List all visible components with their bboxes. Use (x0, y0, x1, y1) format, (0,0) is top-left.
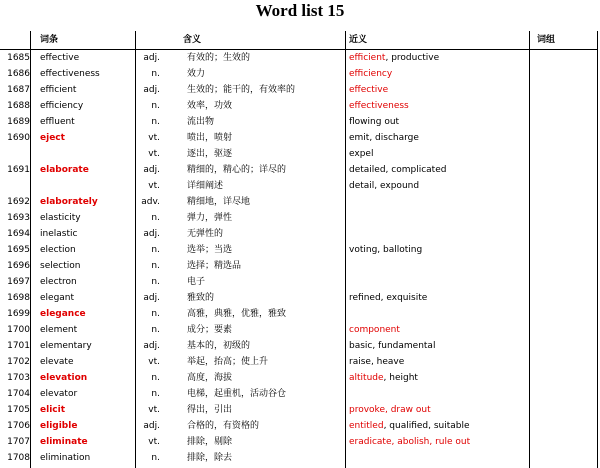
part-of-speech: adj. (143, 341, 160, 351)
part-of-speech: vt. (148, 405, 160, 415)
entry-number: 1705 (7, 405, 30, 415)
meaning: 得出，引出 (187, 405, 233, 415)
meaning: 合格的，有资格的 (187, 421, 260, 431)
table-row (0, 418, 598, 434)
entry-number: 1690 (7, 133, 30, 143)
synonym-text: provoke, draw out (349, 405, 431, 415)
entry-number: 1693 (7, 213, 30, 223)
part-of-speech: n. (151, 453, 160, 463)
part-of-speech: adj. (143, 85, 160, 95)
entry-word: elevate (40, 357, 74, 367)
entry-number: 1685 (7, 53, 30, 63)
header-synonym: 近义 (349, 35, 368, 45)
entry-number: 1691 (7, 165, 30, 175)
entry-number: 1692 (7, 197, 30, 207)
synonym-text: effective (349, 85, 389, 95)
entry-word: elementary (40, 341, 92, 351)
synonyms (349, 50, 529, 66)
synonym-text: , height (383, 373, 418, 383)
meaning: 选择；精选品 (187, 261, 242, 271)
entry-word: elasticity (40, 213, 81, 223)
meaning: 精细的，精心的；详尽的 (187, 165, 287, 175)
part-of-speech: n. (151, 245, 160, 255)
meaning: 高度，海拔 (187, 373, 233, 383)
table-row (0, 98, 598, 114)
meaning: 举起，抬高；使上升 (187, 357, 269, 367)
synonyms (349, 418, 529, 434)
entry-word: effluent (40, 117, 75, 127)
entry-word: eliminate (40, 437, 88, 447)
meaning: 流出物 (187, 117, 215, 127)
table-row (0, 322, 598, 338)
part-of-speech: adv. (141, 197, 160, 207)
meaning: 电梯，起重机，活动谷仓 (187, 389, 287, 399)
synonym-text: entitled (349, 421, 384, 431)
part-of-speech: vt. (148, 437, 160, 447)
entry-number: 1701 (7, 341, 30, 351)
synonym-text: efficient (349, 53, 386, 63)
table-row (0, 258, 598, 274)
entry-number: 1697 (7, 277, 30, 287)
part-of-speech: vt. (148, 357, 160, 367)
header-group: 词组 (537, 35, 556, 45)
entry-number: 1687 (7, 85, 30, 95)
meaning: 无弹性的 (187, 229, 224, 239)
part-of-speech: n. (151, 373, 160, 383)
column-divider (30, 31, 31, 468)
part-of-speech: n. (151, 261, 160, 271)
synonyms (349, 242, 529, 258)
entry-word: effective (40, 53, 80, 63)
part-of-speech: n. (151, 213, 160, 223)
meaning: 精细地，详尽地 (187, 197, 251, 207)
entry-word: selection (40, 261, 81, 271)
table-row (0, 354, 598, 370)
table-row (0, 66, 598, 82)
meaning: 详细阐述 (187, 181, 224, 191)
entry-number: 1689 (7, 117, 30, 127)
entry-number: 1707 (7, 437, 30, 447)
meaning: 喷出，喷射 (187, 133, 233, 143)
synonym-text: eradicate, abolish, rule out (349, 437, 471, 447)
synonym-text: altitude (349, 373, 384, 383)
table-row (0, 290, 598, 306)
synonyms (349, 98, 529, 114)
table-row (0, 82, 598, 98)
synonyms (349, 338, 529, 354)
synonym-text: detailed, complicated (349, 165, 447, 175)
entry-word: elimination (40, 453, 91, 463)
table-row (0, 306, 598, 322)
entry-number: 1694 (7, 229, 30, 239)
entry-word: elegant (40, 293, 75, 303)
entry-word: election (40, 245, 76, 255)
synonyms (349, 370, 529, 386)
synonyms (349, 146, 529, 162)
synonym-text: , qualified, suitable (383, 421, 470, 431)
table-row (0, 402, 598, 418)
entry-number: 1688 (7, 101, 30, 111)
column-divider (345, 31, 346, 468)
synonym-text: efficiency (349, 69, 393, 79)
table-row (0, 450, 598, 466)
synonym-text: refined, exquisite (349, 293, 428, 303)
entry-word: electron (40, 277, 77, 287)
entry-number: 1704 (7, 389, 30, 399)
part-of-speech: n. (151, 69, 160, 79)
synonyms (349, 66, 529, 82)
entry-number: 1695 (7, 245, 30, 255)
table-row (0, 226, 598, 242)
entry-number: 1699 (7, 309, 30, 319)
entry-word: inelastic (40, 229, 78, 239)
entry-number: 1698 (7, 293, 30, 303)
synonym-text: detail, expound (349, 181, 420, 191)
synonyms (349, 434, 529, 450)
meaning: 弹力，弹性 (187, 213, 233, 223)
meaning: 选举；当选 (187, 245, 233, 255)
table-row (0, 114, 598, 130)
entry-word: elaborate (40, 165, 89, 175)
entry-word: element (40, 325, 78, 335)
meaning: 成分；要素 (187, 325, 233, 335)
part-of-speech: n. (151, 117, 160, 127)
entry-number: 1700 (7, 325, 30, 335)
entry-number: 1703 (7, 373, 30, 383)
part-of-speech: adj. (143, 53, 160, 63)
synonyms (349, 290, 529, 306)
table-row (0, 146, 598, 162)
meaning: 有效的；生效的 (187, 53, 251, 63)
synonym-text: voting, balloting (349, 245, 423, 255)
part-of-speech: n. (151, 325, 160, 335)
synonym-text: flowing out (349, 117, 400, 127)
part-of-speech: adj. (143, 293, 160, 303)
entry-word: efficient (40, 85, 77, 95)
entry-word: elevation (40, 373, 88, 383)
meaning: 雅致的 (187, 293, 215, 303)
meaning: 排除，剔除 (187, 437, 233, 447)
synonyms (349, 322, 529, 338)
table-row (0, 338, 598, 354)
table-row (0, 386, 598, 402)
meaning: 效力 (187, 69, 206, 79)
synonym-text: component (349, 325, 400, 335)
synonyms (349, 178, 529, 194)
part-of-speech: n. (151, 309, 160, 319)
table-row (0, 274, 598, 290)
synonym-text: effectiveness (349, 101, 409, 111)
table-row (0, 130, 598, 146)
entry-number: 1702 (7, 357, 30, 367)
synonym-text: expel (349, 149, 374, 159)
meaning: 排除，除去 (187, 453, 233, 463)
meaning: 效率，功效 (187, 101, 233, 111)
table-row (0, 434, 598, 450)
table-row (0, 50, 598, 66)
synonyms (349, 162, 529, 178)
synonyms (349, 82, 529, 98)
synonyms (349, 402, 529, 418)
part-of-speech: adj. (143, 421, 160, 431)
table-header (0, 31, 598, 50)
entry-word: elaborately (40, 197, 98, 207)
part-of-speech: vt. (148, 149, 160, 159)
meaning: 生效的；能干的，有效率的 (187, 85, 296, 95)
entry-word: elegance (40, 309, 86, 319)
part-of-speech: n. (151, 277, 160, 287)
entry-word: eligible (40, 421, 78, 431)
table-body (0, 50, 598, 466)
meaning: 电子 (187, 277, 206, 287)
header-word: 词条 (40, 35, 59, 45)
entry-number: 1686 (7, 69, 30, 79)
column-divider (597, 31, 598, 468)
part-of-speech: adj. (143, 229, 160, 239)
synonyms (349, 114, 529, 130)
page-title: Word list 15 (255, 1, 345, 20)
synonyms (349, 130, 529, 146)
synonym-text: basic, fundamental (349, 341, 436, 351)
entry-word: elevator (40, 389, 78, 399)
entry-word: elicit (40, 405, 65, 415)
part-of-speech: n. (151, 101, 160, 111)
part-of-speech: vt. (148, 181, 160, 191)
column-divider (135, 31, 136, 468)
table-row (0, 370, 598, 386)
synonym-text: , productive (385, 53, 440, 63)
column-divider (529, 31, 530, 468)
meaning: 基本的，初级的 (187, 341, 251, 351)
synonym-text: raise, heave (349, 357, 405, 367)
synonyms (349, 354, 529, 370)
part-of-speech: vt. (148, 133, 160, 143)
meaning: 高雅，典雅，优雅，雅致 (187, 309, 287, 319)
part-of-speech: n. (151, 389, 160, 399)
word-table (0, 31, 598, 466)
entry-word: effectiveness (40, 69, 100, 79)
entry-number: 1708 (7, 453, 30, 463)
synonym-text: emit, discharge (349, 133, 419, 143)
table-row (0, 210, 598, 226)
meaning: 逐出，驱逐 (187, 149, 233, 159)
table-row (0, 242, 598, 258)
table-row (0, 178, 598, 194)
entry-word: eject (40, 133, 65, 143)
entry-number: 1696 (7, 261, 30, 271)
part-of-speech: adj. (143, 165, 160, 175)
table-row (0, 194, 598, 210)
entry-word: efficiency (40, 101, 84, 111)
entry-number: 1706 (7, 421, 30, 431)
table-row (0, 162, 598, 178)
header-meaning: 含义 (183, 35, 202, 45)
